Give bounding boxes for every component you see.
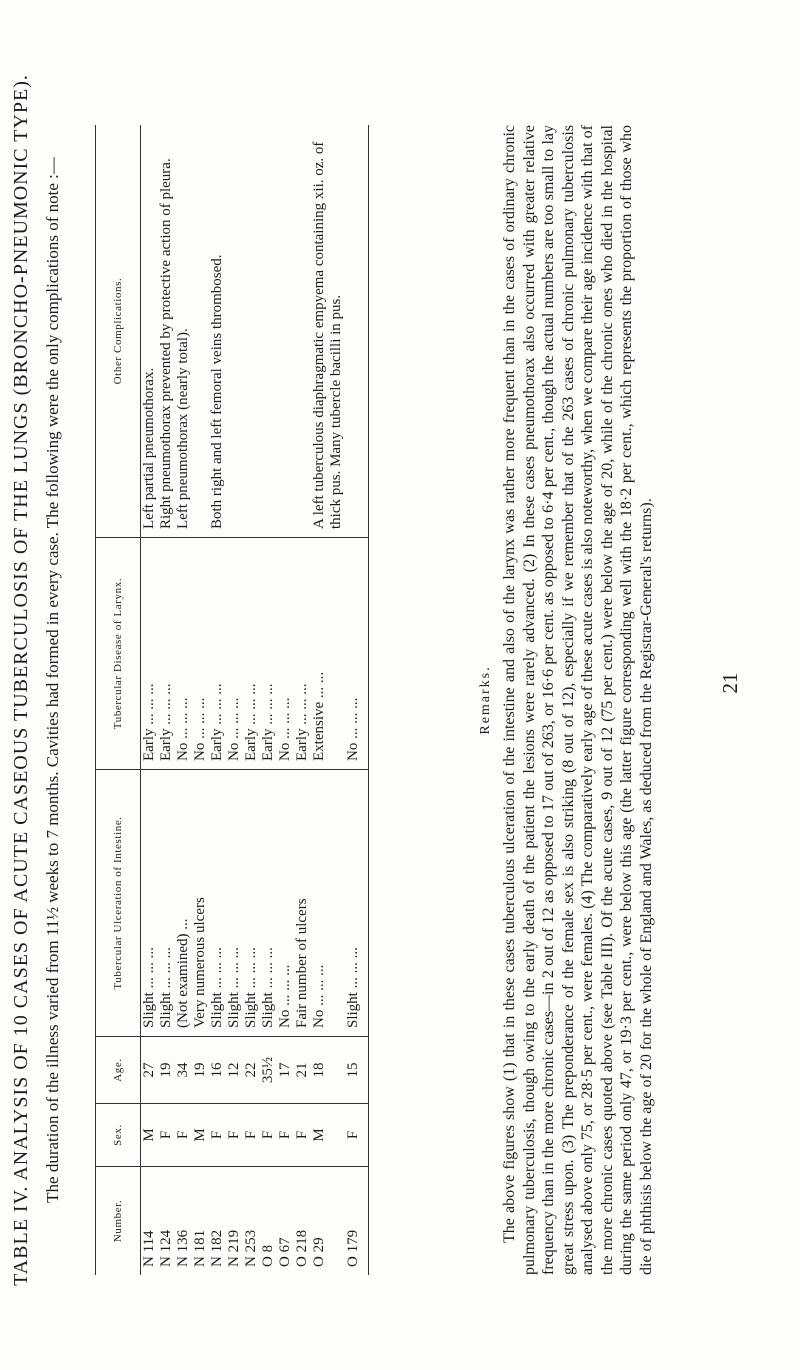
row-larynx: Early ... ... ... [209,538,226,770]
row-number: O 218 [294,1229,310,1267]
row-larynx: No ... ... ... [345,538,369,770]
row-age: 27 [141,1037,159,1104]
page-number: 21 [718,672,742,694]
table-row [345,125,369,1275]
header-sex: Sex. [96,1104,141,1167]
row-ulceration: Slight ... ... ... [243,770,260,1037]
table-row [209,125,226,1275]
row-larynx: No ... ... ... [175,538,192,770]
table-row [175,125,192,1275]
row-other [294,125,311,538]
row-number: N 253 [243,1229,259,1267]
row-larynx: Early ... ... ... [243,538,260,770]
row-sex: F [277,1104,294,1167]
row-other: Both right and left femoral veins thrombosed. [209,125,226,538]
row-number: N 182 [209,1229,225,1267]
row-number: N 114 [141,1230,157,1267]
row-other: Right pneumothorax prevented by protective action of pleura. [158,125,175,538]
row-larynx: Early ... ... ... [260,538,277,770]
row-larynx: No ... ... ... [226,538,243,770]
row-sex: F [209,1104,226,1167]
row-ulceration: Fair number of ulcers [294,770,311,1037]
row-ulceration: Slight ... ... ... [141,770,159,1037]
table-row [311,125,345,1275]
table-row [192,125,209,1275]
row-sex: F [260,1104,277,1167]
row-larynx: Early ... ... ... [158,538,175,770]
table-row [226,125,243,1275]
header-larynx: Tubercular Disease of Larynx. [96,538,141,770]
row-age: 16 [209,1037,226,1104]
row-larynx: No ... ... ... [192,538,209,770]
row-age: 19 [192,1037,209,1104]
row-age: 19 [158,1037,175,1104]
row-ulceration: Slight ... ... ... [260,770,277,1037]
table-row [260,125,277,1275]
header-other: Other Complications. [96,125,141,538]
row-sex: F [175,1104,192,1167]
row-age: 34 [175,1037,192,1104]
row-number: N 219 [226,1229,242,1267]
row-age: 17 [277,1037,294,1104]
header-row [96,125,141,1275]
table-row [277,125,294,1275]
row-other: Left partial pneumothorax. [141,125,159,538]
row-number: O 29 [311,1237,327,1267]
remarks-paragraph: The above figures show (1) that in these cases tuberculous ulceration of the intestine and also of the larynx was rather more frequent than in the cases of ordinary chronic pulmonary tuberculosis, though owing to the early death of the patient the lesions were rarely advanced. (2) In these cases pneumothorax also occurred with greater relative frequency than in the more chronic cases—in 2 out of 12 as opposed to 17 out of 263, or 16·6 per cent. as opposed to 6·4 per cent., though the actual numbers are too small to lay great stress upon. (3) The preponderance of the female sex is also striking (8 out of 12), especially if we remember that of the 263 cases of chronic pulmonary tuberculosis analysed above only 75, or 28·5 per cent., were females. (4) The comparatively early age of these acute cases is also noteworthy, when we compare their age incidence with that of the more chronic cases quoted above (see Table III). Of the acute cases, 9 out of 12 (75 per cent.) were below the age of 20, while of the chronic ones who died in the hospital during the same period only 47, or 19·3 per cent., were below this age (the latter figure corresponding well with the 18·2 per cent., which represents the proportion of those who die of phthisis below the age of 20 for the whole of England and Wales, as deduced from the Registrar-General's returns). [501,125,655,1275]
row-ulceration: No ... ... ... [277,770,294,1037]
row-other [345,125,369,538]
row-age: 12 [226,1037,243,1104]
row-number: N 136 [175,1229,191,1267]
row-ulceration: (Not examined) ... [175,770,192,1037]
row-other [277,125,294,538]
table-title [10,30,33,1330]
row-sex: M [192,1104,209,1167]
row-age: 22 [243,1037,260,1104]
table-body [141,125,369,1275]
row-number: O 179 [345,1167,369,1276]
row-number: O 8 [260,1244,276,1267]
table-row [294,125,311,1275]
row-ulceration: Slight ... ... ... [209,770,226,1037]
row-ulceration: No ... ... ... [311,770,345,1037]
row-larynx: Extensive ... ... [311,538,345,770]
row-other: Left pneumothorax (nearly total). [175,125,192,538]
table-label: TABLE IV. [10,1185,32,1286]
header-number: Number. [96,1167,141,1276]
row-age: 35½ [260,1037,277,1104]
row-larynx: No ... ... ... [277,538,294,770]
row-other: A left tuberculous diaphragmatic empyema containing xii. oz. of thick pus. Many tubercle bacilli in pus. [311,125,345,538]
row-ulceration: Slight ... ... ... [226,770,243,1037]
header-ulceration: Tubercular Ulceration of Intestine. [96,770,141,1037]
row-ulceration: Slight ... ... ... [158,770,175,1037]
row-ulceration: Very numerous ulcers [192,770,209,1037]
row-sex: F [345,1104,369,1167]
row-sex: M [141,1104,159,1167]
row-number: N 181 [192,1229,208,1267]
table-row [158,125,175,1275]
row-larynx: Early ... ... ... [294,538,311,770]
row-other [243,125,260,538]
row-sex: F [158,1104,175,1167]
table-row [141,125,159,1275]
header-age: Age. [96,1037,141,1104]
row-other [260,125,277,538]
row-other [226,125,243,538]
table-subtitle: The duration of the illness varied from 11½ weeks to 7 months. Cavities had formed in every case. The following were the only complications of note :— [43,157,62,1203]
row-age: 21 [294,1037,311,1104]
row-larynx: Early ... ... ... [141,538,159,770]
row-number: O 67 [277,1237,293,1267]
row-sex: M [311,1104,345,1167]
row-ulceration: Slight ... ... ... [345,770,369,1037]
row-sex: F [226,1104,243,1167]
row-number: N 124 [158,1229,174,1267]
row-age: 15 [345,1037,369,1104]
row-sex: F [243,1104,260,1167]
row-sex: F [294,1104,311,1167]
table-row [243,125,260,1275]
analysis-table [95,125,369,1275]
row-age: 18 [311,1037,345,1104]
row-other [192,125,209,538]
title-text: ANALYSIS OF 10 CASES OF ACUTE CASEOUS TUBERCULOSIS OF THE LUNGS (BRONCHO-PNEUMONIC TYPE). [10,74,32,1181]
remarks-heading: Remarks. [478,665,493,735]
